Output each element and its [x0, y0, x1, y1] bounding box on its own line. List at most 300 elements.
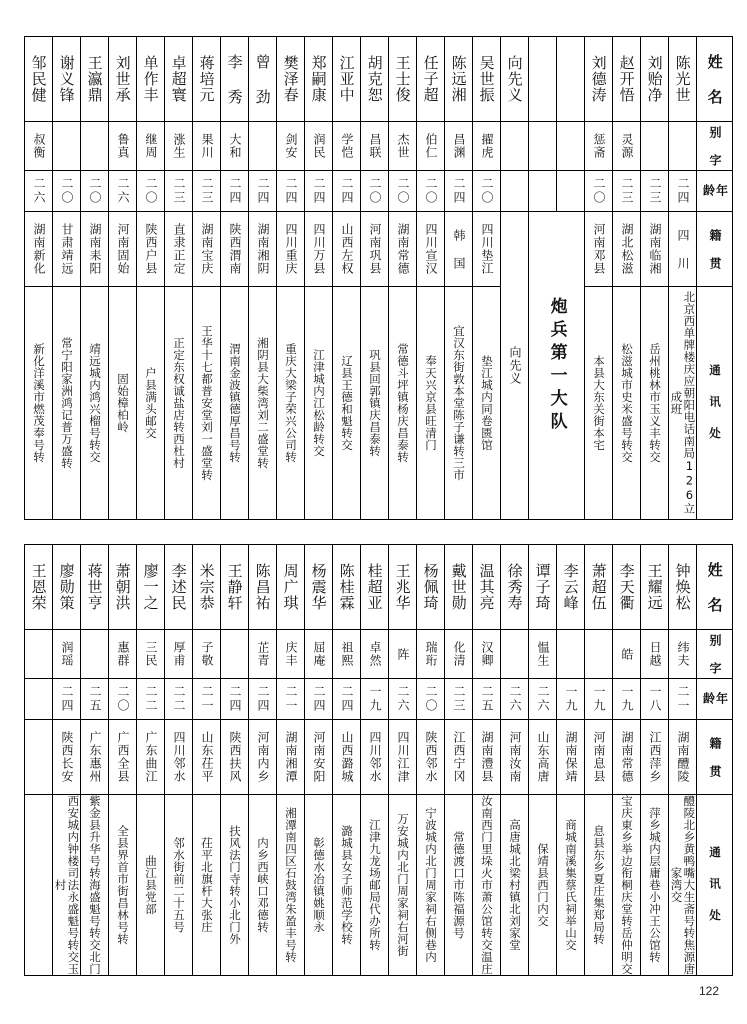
origin-text: 江西萍乡: [647, 731, 662, 783]
cell-age: [193, 171, 221, 212]
name-text: 王恩荣: [29, 563, 48, 611]
cell-alias-empty: [557, 122, 585, 171]
name-text: 萧朝洪: [113, 563, 132, 611]
cell-name: [333, 545, 361, 630]
cell-name: [109, 37, 137, 122]
cell-age: [249, 171, 277, 212]
name-text: 卓超寰: [169, 55, 188, 103]
address-text: 常德渡口市陈福源号: [451, 831, 466, 939]
address-text: 西安城内钟楼司法永盛魁号转交玉村: [53, 795, 81, 975]
address-text: 高唐城北梁村镇北刘家堂: [507, 819, 522, 951]
header-name-text: 姓 名: [705, 561, 724, 613]
cell-origin: [25, 212, 53, 287]
cell-unit-label: [501, 212, 529, 520]
origin-text: 四川宣汉: [423, 223, 438, 275]
name-text: 刘德涛: [589, 55, 608, 103]
origin-text: 广西全县: [115, 731, 130, 783]
name-text: 谭子琦: [533, 563, 552, 611]
cell-origin: [165, 212, 193, 287]
address-text: 宜汉东街敦本堂陈子谦转三市: [451, 325, 466, 481]
cell-address: [137, 287, 165, 520]
cell-origin: [53, 720, 81, 795]
origin-text: 山西潞城: [339, 731, 354, 783]
name-text: 任子超: [421, 55, 440, 103]
address-text: 新化洋溪市燃茂奉号转: [31, 343, 46, 463]
cell-origin: [109, 212, 137, 287]
cell-age: [277, 171, 305, 212]
cell-origin: [473, 720, 501, 795]
origin-text: 湖南湘潭: [283, 731, 298, 783]
address-text: 靖远城内鸿兴榴号转交: [87, 343, 102, 463]
address-text: 内乡西峡口邓德转: [255, 837, 270, 933]
cell-address: [445, 795, 473, 976]
alias-text: 昌渊: [451, 133, 466, 159]
cell-origin: [669, 212, 697, 287]
origin-text: 湖南宝庆: [199, 223, 214, 275]
address-text: 醴陵北乡黄鸭嘴大生斋号转焦源唐家湾交: [669, 795, 697, 975]
name-text: 廖一之: [141, 563, 160, 611]
name-text: 陈光世: [673, 55, 692, 103]
table-gap: [24, 520, 724, 544]
cell-address: [277, 287, 305, 520]
header-origin: [697, 720, 733, 795]
alias-text: 子敬: [199, 641, 214, 667]
cell-name: [389, 545, 417, 630]
cell-name: [501, 37, 529, 122]
alias-text: 卓然: [367, 641, 382, 667]
cell-age: [137, 171, 165, 212]
cell-name: [417, 37, 445, 122]
cell-name: [193, 545, 221, 630]
cell-age: [361, 679, 389, 720]
age-text: 一九: [619, 685, 634, 713]
cell-alias: [473, 630, 501, 679]
cell-name: [53, 545, 81, 630]
name-text: 陈桂霖: [337, 563, 356, 611]
address-text: 奉天兴京县旺清门: [423, 355, 438, 451]
age-text: 二六: [115, 177, 130, 205]
address-text: 垫江城内同卷匮馆: [479, 355, 494, 451]
header-alias: [697, 122, 733, 171]
cell-age: [613, 171, 641, 212]
cell-address: [473, 795, 501, 976]
address-text: 宝庆東乡举边衔桐庆堂转岳仲明交: [619, 795, 634, 975]
name-text: 李天衢: [617, 563, 636, 611]
name-text: 钟焕松: [673, 563, 692, 611]
address-text: 岳州桃林市玉义丰转交: [647, 343, 662, 463]
cell-alias: [277, 122, 305, 171]
alias-text: 庆丰: [283, 641, 298, 667]
cell-age-empty: [529, 171, 557, 212]
cell-age: [445, 171, 473, 212]
age-text: 二四: [227, 685, 242, 713]
age-text: 二三: [647, 177, 662, 205]
address-text: 松滋城市史米盛号转交: [619, 343, 634, 463]
cell-origin: [193, 720, 221, 795]
age-text: 二四: [311, 177, 326, 205]
name-text: 吴世振: [477, 55, 496, 103]
cell-age: [193, 679, 221, 720]
origin-text: 河南安阳: [311, 731, 326, 783]
cell-age: [25, 679, 53, 720]
cell-age: [249, 679, 277, 720]
age-text: 二一: [199, 685, 214, 713]
cell-origin: [389, 720, 417, 795]
cell-age: [305, 679, 333, 720]
row-alias: [25, 630, 733, 679]
name-text: 温其亮: [477, 563, 496, 611]
cell-name: [109, 545, 137, 630]
cell-alias: [137, 630, 165, 679]
address-text: 保靖县西门内交: [535, 843, 550, 927]
age-text: 二〇: [479, 177, 494, 205]
cell-alias: [25, 630, 53, 679]
alias-text: 纬夫: [675, 641, 690, 667]
cell-origin: [81, 212, 109, 287]
address-text: 本县大东关街本宅: [591, 355, 606, 451]
address-text: 湘阴县大柴湾刘二盛堂转: [255, 337, 270, 469]
name-text: 王兆华: [393, 563, 412, 611]
name-text: 陈远湘: [449, 55, 468, 103]
address-text: 潞城县女子师范学校转: [339, 825, 354, 945]
cell-age: [501, 679, 529, 720]
cell-name: [641, 37, 669, 122]
address-text: 彰德水冶镇姚顺永: [311, 837, 326, 933]
age-text: 二三: [451, 685, 466, 713]
cell-alias: [641, 630, 669, 679]
age-text: 二〇: [423, 177, 438, 205]
age-text: 一九: [563, 685, 578, 713]
alias-text: 愠生: [535, 641, 550, 667]
cell-address: [389, 795, 417, 976]
cell-address: [669, 287, 697, 520]
age-text: 二六: [395, 685, 410, 713]
alias-text: 皓: [619, 647, 634, 661]
origin-text: 陕西扶风: [227, 731, 242, 783]
cell-alias: [81, 630, 109, 679]
age-text: 二〇: [59, 177, 74, 205]
origin-text: 四川垫江: [479, 223, 494, 275]
address-text: 北京西单牌楼庆应朝阳电话南局126立成班: [669, 291, 697, 515]
origin-text: 陕西邻水: [423, 731, 438, 783]
header-address: [697, 287, 733, 520]
name-text: 杨佩琦: [421, 563, 440, 611]
age-text: 二〇: [591, 177, 606, 205]
age-text: 二〇: [115, 685, 130, 713]
cell-alias: [53, 122, 81, 171]
name-text: 谢义锋: [57, 55, 76, 103]
cell-age: [641, 679, 669, 720]
origin-text: 江西宁冈: [451, 731, 466, 783]
cell-age-empty: [501, 171, 529, 212]
origin-text: 广东惠州: [87, 731, 102, 783]
cell-address: [613, 795, 641, 976]
cell-alias: [333, 122, 361, 171]
age-text: 二四: [339, 685, 354, 713]
cell-name: [137, 545, 165, 630]
cell-age: [53, 679, 81, 720]
row-age: [25, 679, 733, 720]
alias-text: 叔衡: [31, 133, 46, 159]
age-text: 二六: [507, 685, 522, 713]
cell-address: [417, 795, 445, 976]
name-text: 廖勋策: [57, 563, 76, 611]
cell-address: [305, 795, 333, 976]
cell-origin: [613, 720, 641, 795]
age-text: 二一: [675, 685, 690, 713]
cell-address: [501, 795, 529, 976]
cell-address: [277, 795, 305, 976]
cell-name: [585, 545, 613, 630]
cell-origin: [81, 720, 109, 795]
cell-name: [417, 545, 445, 630]
address-text: 万安城内北门周家祠右河街: [395, 813, 410, 957]
age-text: 二四: [283, 177, 298, 205]
header-origin: [697, 212, 733, 287]
age-text: 二六: [31, 177, 46, 205]
cell-alias: [445, 122, 473, 171]
header-address-text: 通 讯 处: [707, 364, 722, 442]
cell-name: [305, 545, 333, 630]
cell-origin: [109, 720, 137, 795]
cell-alias: [389, 122, 417, 171]
alias-text: 日越: [647, 641, 662, 667]
age-text: 二〇: [423, 685, 438, 713]
cell-address: [193, 287, 221, 520]
cell-origin: [193, 212, 221, 287]
cell-age: [585, 171, 613, 212]
cell-name: [613, 545, 641, 630]
cell-age: [165, 171, 193, 212]
age-text: 二四: [227, 177, 242, 205]
origin-text: 河南固始: [115, 223, 130, 275]
row-alias: [25, 122, 733, 171]
cell-address: [137, 795, 165, 976]
origin-text: 山东高唐: [535, 731, 550, 783]
alias-text: 汉卿: [479, 641, 494, 667]
cell-alias: [613, 630, 641, 679]
age-text: 一八: [647, 685, 662, 713]
cell-name: [613, 37, 641, 122]
cell-age: [389, 171, 417, 212]
cell-name: [81, 37, 109, 122]
cell-alias: [501, 630, 529, 679]
cell-name: [445, 37, 473, 122]
cell-address: [25, 795, 53, 976]
cell-name: [25, 37, 53, 122]
origin-text: 四川邻水: [367, 731, 382, 783]
cell-address: [305, 287, 333, 520]
cell-address: [165, 795, 193, 976]
cell-age-empty: [557, 171, 585, 212]
cell-address: [473, 287, 501, 520]
cell-address: [81, 287, 109, 520]
name-text: 蒋世亨: [85, 563, 104, 611]
name-text: 李云峰: [561, 563, 580, 611]
cell-address: [361, 795, 389, 976]
cell-address: [557, 795, 585, 976]
cell-name: [277, 545, 305, 630]
address-text: 正定东权诚盐店转西杜村: [171, 337, 186, 469]
cell-name: [333, 37, 361, 122]
header-alias: [697, 630, 733, 679]
alias-text: 杰世: [395, 133, 410, 159]
cell-alias: [669, 630, 697, 679]
name-text: 米宗恭: [197, 563, 216, 611]
age-text: 二四: [255, 685, 270, 713]
cell-age: [81, 171, 109, 212]
cell-origin: [389, 212, 417, 287]
cell-origin: [641, 720, 669, 795]
alias-text: 芷青: [255, 641, 270, 667]
age-text: 二三: [199, 177, 214, 205]
cell-origin: [249, 720, 277, 795]
origin-text: 湖北松滋: [619, 223, 634, 275]
origin-text: 河南汝南: [507, 731, 522, 783]
cell-address: [25, 287, 53, 520]
cell-address: [221, 287, 249, 520]
origin-text: 湖南耒阳: [87, 223, 102, 275]
name-text: 杨震华: [309, 563, 328, 611]
cell-origin: [305, 720, 333, 795]
cell-name: [81, 545, 109, 630]
cell-origin: [333, 212, 361, 287]
origin-text: 四川万县: [311, 223, 326, 275]
cell-name: [557, 545, 585, 630]
header-origin-text: 籍 贯: [707, 736, 722, 778]
cell-address: [81, 795, 109, 976]
cell-alias: [109, 122, 137, 171]
cell-address: [389, 287, 417, 520]
address-text: 巩县回郭镇庆昌泰转: [367, 349, 382, 457]
cell-address: [585, 287, 613, 520]
cell-address: [669, 795, 697, 976]
roster-table-lower: [24, 544, 733, 976]
cell-origin: [333, 720, 361, 795]
cell-name: [53, 37, 81, 122]
cell-age: [557, 679, 585, 720]
origin-text: 湖南临湘: [647, 223, 662, 275]
cell-name: [389, 37, 417, 122]
cell-name: [585, 37, 613, 122]
origin-text: 广东曲江: [143, 731, 158, 783]
cell-origin: [137, 212, 165, 287]
alias-text: 三民: [143, 641, 158, 667]
cell-address: [221, 795, 249, 976]
origin-text: 山东茌平: [199, 731, 214, 783]
name-text: 桂超亚: [365, 563, 384, 611]
origin-text: 直隶正定: [171, 223, 186, 275]
alias-text: 继周: [143, 133, 158, 159]
cell-origin: [501, 720, 529, 795]
address-text: 固始樟柏岭: [115, 373, 130, 433]
name-text: 王静轩: [225, 563, 244, 611]
address-text: 紫金县升华号转海盛魁号转交北门: [87, 795, 102, 975]
origin-text: 陕西户县: [143, 223, 158, 275]
cell-name: [641, 545, 669, 630]
header-address: [697, 795, 733, 976]
age-text: 二〇: [367, 177, 382, 205]
address-text: 江津九龙场邮局代办所转: [367, 819, 382, 951]
cell-age: [221, 171, 249, 212]
age-text: 二四: [311, 685, 326, 713]
cell-age: [81, 679, 109, 720]
alias-text: 化清: [451, 641, 466, 667]
cell-age: [333, 679, 361, 720]
cell-age: [669, 679, 697, 720]
cell-name-empty: [557, 37, 585, 122]
origin-text: 四 川: [675, 228, 690, 270]
cell-origin: [137, 720, 165, 795]
age-text: 二五: [87, 685, 102, 713]
cell-origin: [585, 212, 613, 287]
cell-alias: [529, 630, 557, 679]
age-text: 二一: [283, 685, 298, 713]
row-origin: [25, 720, 733, 795]
address-text: 户县满头邮交: [143, 367, 158, 439]
row-origin: [25, 212, 733, 287]
cell-alias: [473, 122, 501, 171]
cell-alias: [221, 630, 249, 679]
cell-address: [165, 287, 193, 520]
cell-alias: [249, 122, 277, 171]
age-text: 一九: [367, 685, 382, 713]
name-text: 赵开悟: [617, 55, 636, 103]
name-text: 周广琪: [281, 563, 300, 611]
header-age-text: 年 龄: [701, 692, 729, 722]
cell-age: [53, 171, 81, 212]
cell-alias: [277, 630, 305, 679]
address-text: 王华十七都普安堂刘一盛堂转: [199, 325, 214, 481]
name-text: 曾 劲: [253, 53, 272, 105]
name-text: 单作丰: [141, 55, 160, 103]
cell-address: [585, 795, 613, 976]
cell-origin: [221, 212, 249, 287]
age-text: 二〇: [87, 177, 102, 205]
name-text: 刘世承: [113, 55, 132, 103]
address-text: 重庆大梁子荣兴公司转: [283, 343, 298, 463]
age-text: 二四: [255, 177, 270, 205]
cell-alias: [25, 122, 53, 171]
cell-address: [53, 795, 81, 976]
name-text: 樊泽春: [281, 55, 300, 103]
cell-age: [529, 679, 557, 720]
cell-alias: [445, 630, 473, 679]
cell-origin: [277, 212, 305, 287]
age-text: 一九: [591, 685, 606, 713]
roster-tables: [24, 36, 729, 976]
age-text: 二二: [143, 685, 158, 713]
cell-origin: [249, 212, 277, 287]
cell-address: [333, 795, 361, 976]
origin-text: 陕西渭南: [227, 223, 242, 275]
roster-table-upper: [24, 36, 733, 520]
cell-origin: [557, 720, 585, 795]
cell-origin: [305, 212, 333, 287]
cell-alias-empty: [669, 122, 697, 171]
cell-name: [361, 545, 389, 630]
name-text: 胡克恕: [365, 55, 384, 103]
cell-alias: [81, 122, 109, 171]
cell-age: [137, 679, 165, 720]
cell-name: [277, 37, 305, 122]
cell-name: [445, 545, 473, 630]
cell-origin: [165, 720, 193, 795]
alias-text: 灵源: [619, 133, 634, 159]
alias-text: 阵: [395, 647, 410, 661]
name-text: 王士俊: [393, 55, 412, 103]
cell-address: [333, 287, 361, 520]
